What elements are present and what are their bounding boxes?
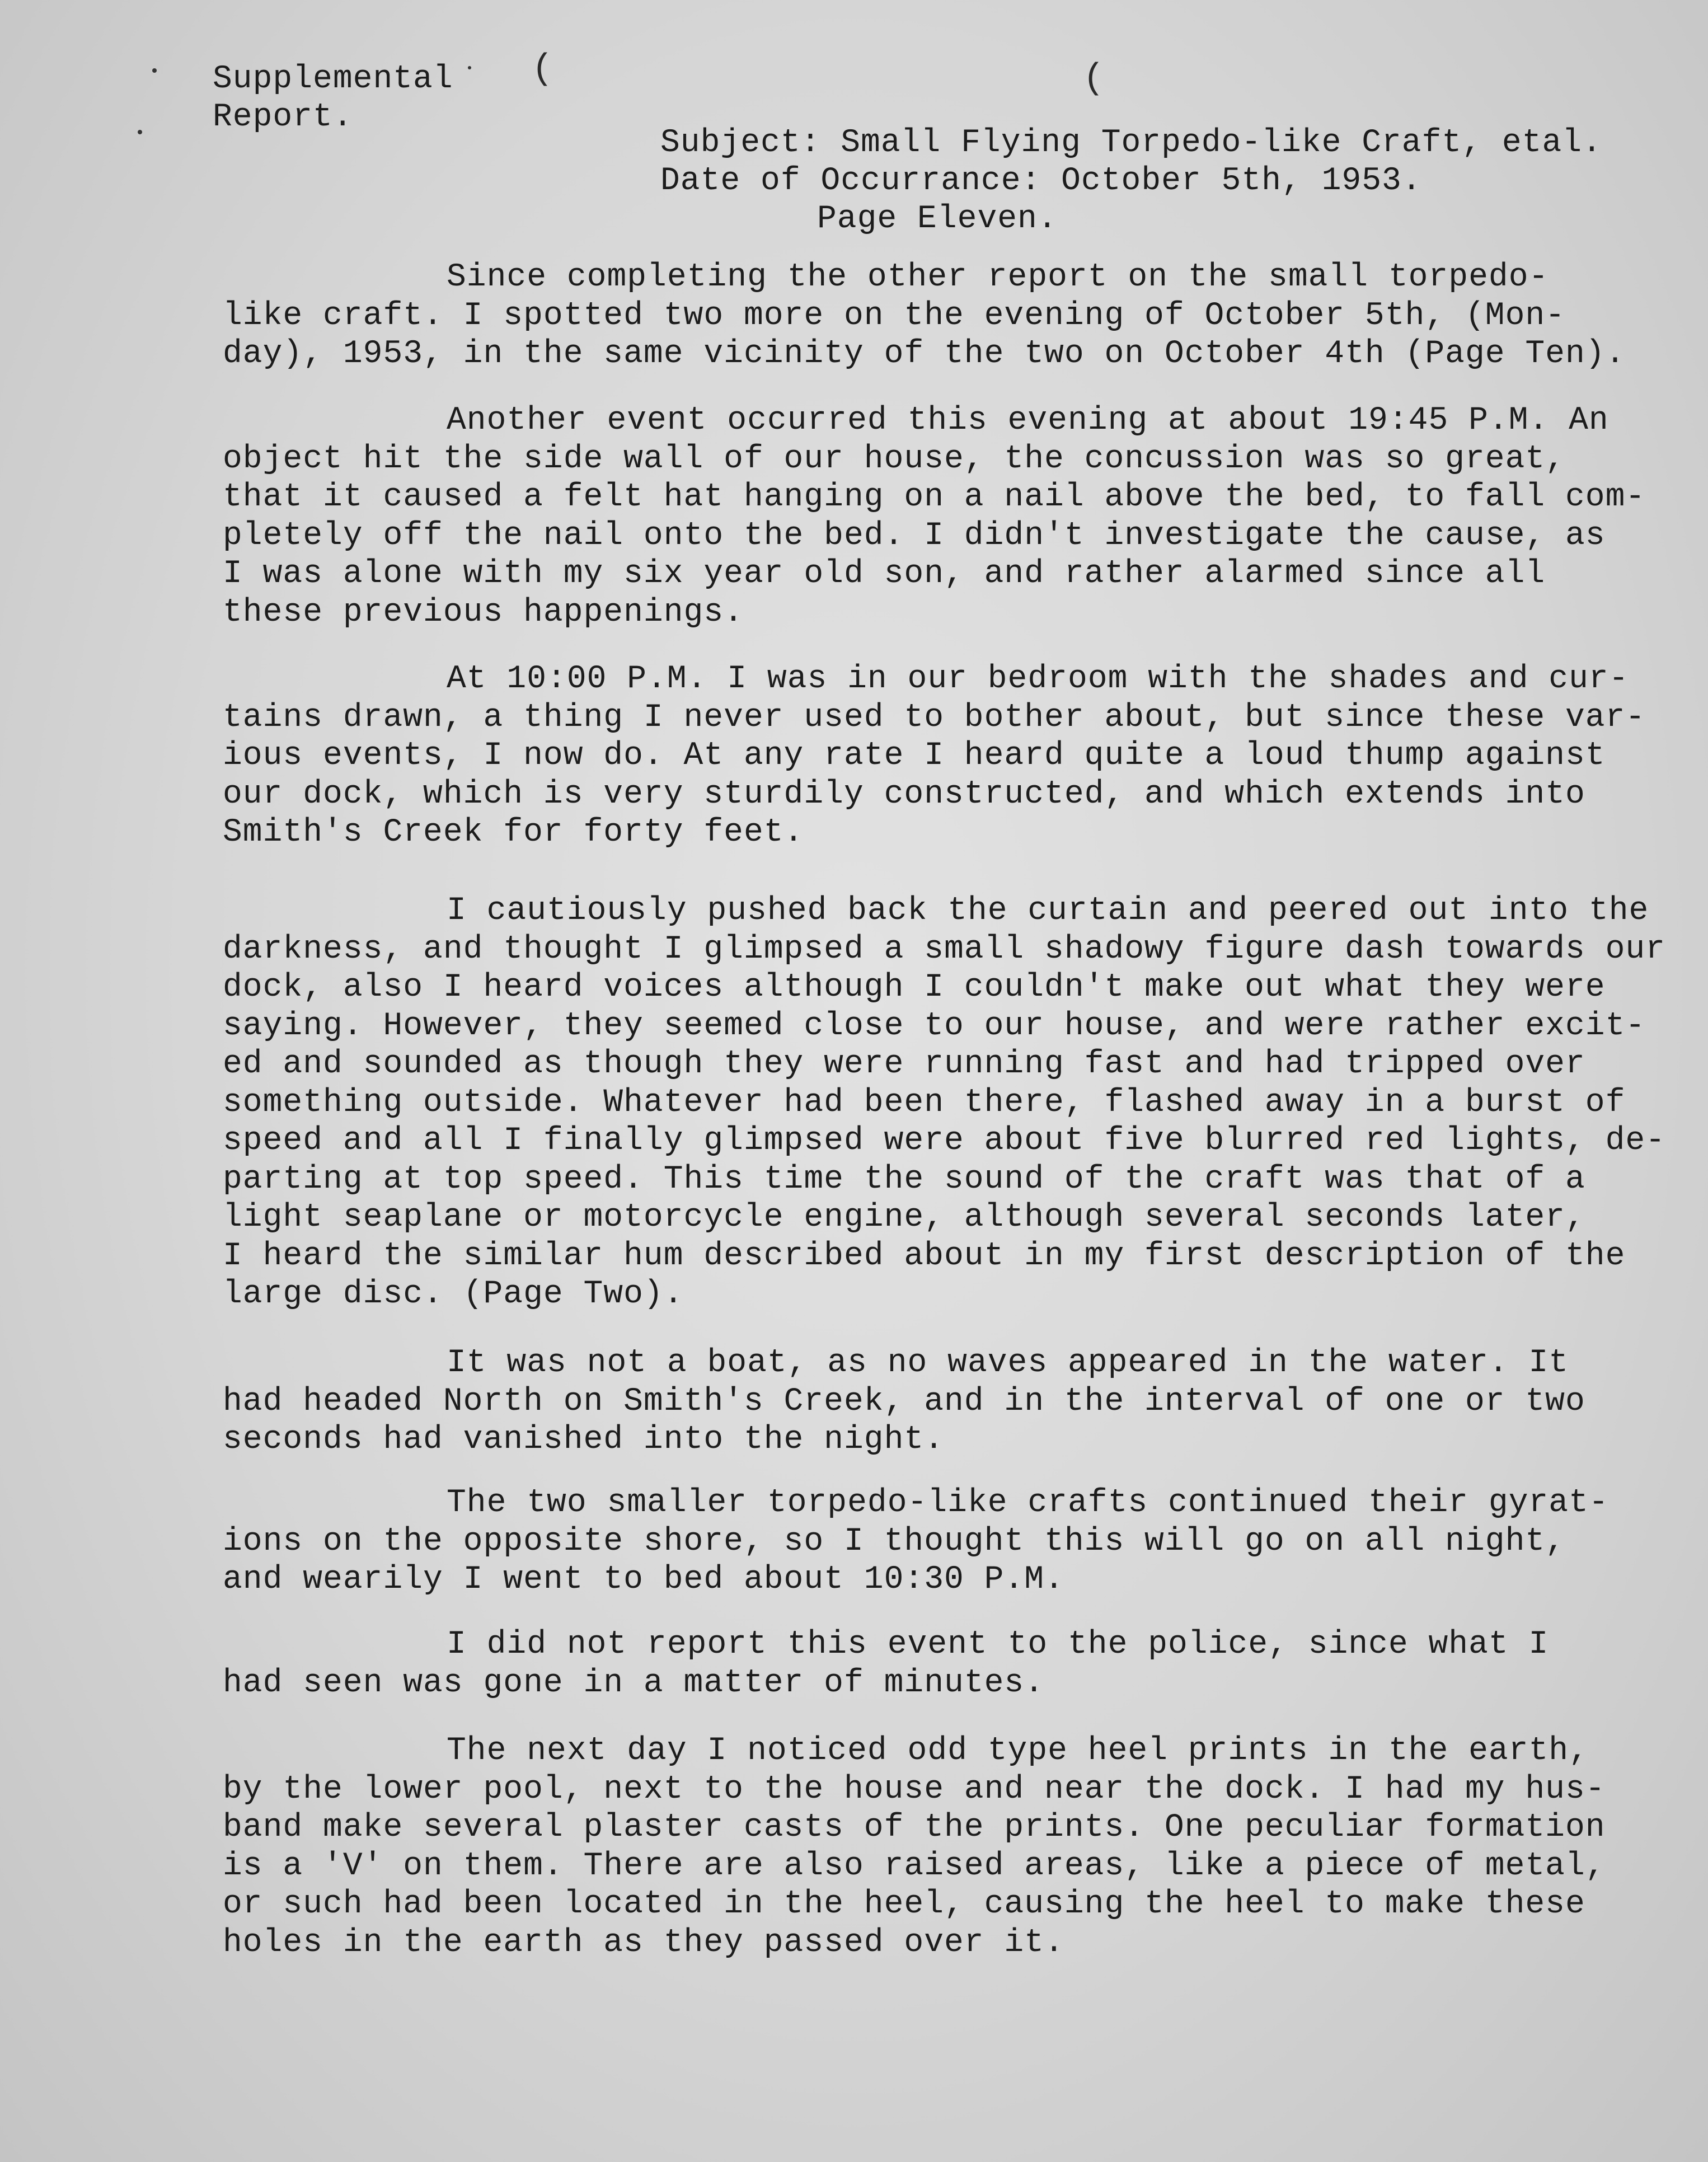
paragraph-line: something outside. Whatever had been there, flashed away in a burst of xyxy=(223,1084,1626,1121)
paragraph-line: and wearily I went to bed about 10:30 P.M. xyxy=(223,1561,1064,1598)
ink-speck xyxy=(152,68,157,73)
paragraph xyxy=(223,660,1645,852)
ink-speck xyxy=(468,66,471,69)
paragraph-line: The two smaller torpedo-like crafts continued their gyrat- xyxy=(447,1485,1609,1521)
report-type-line: Report. xyxy=(213,99,353,135)
paragraph-line: speed and all I finally glimpsed were about five blurred red lights, de- xyxy=(223,1123,1666,1159)
paragraph-line: ious events, I now do. At any rate I heard quite a loud thump against xyxy=(223,738,1606,774)
bracket-mark: ( xyxy=(532,49,553,90)
subject-line: Subject: Small Flying Torpedo-like Craft, etal. xyxy=(660,125,1602,161)
subject-block xyxy=(660,124,1602,238)
paragraph xyxy=(223,1344,1585,1460)
paragraph-line: is a 'V' on them. There are also raised areas, like a piece of metal, xyxy=(223,1847,1606,1884)
paragraph-line: tains drawn, a thing I never used to bother about, but since these var- xyxy=(223,699,1646,736)
paragraph-line: object hit the side wall of our house, the concussion was so great, xyxy=(223,440,1565,477)
paragraph-line: I was alone with my six year old son, and rather alarmed since all xyxy=(223,556,1546,592)
paragraph-line: The next day I noticed odd type heel prints in the earth, xyxy=(447,1733,1589,1769)
paragraph-line: band make several plaster casts of the prints. One peculiar formation xyxy=(223,1809,1606,1846)
paragraph-line: by the lower pool, next to the house and near the dock. I had my hus- xyxy=(223,1771,1606,1808)
report-type-line: Supplemental xyxy=(213,61,453,97)
paragraph-line: large disc. (Page Two). xyxy=(223,1276,684,1312)
ink-speck xyxy=(138,130,142,134)
paragraph xyxy=(223,1732,1606,1962)
paragraph-line: At 10:00 P.M. I was in our bedroom with the shades and cur- xyxy=(447,661,1629,697)
paragraph xyxy=(223,892,1665,1314)
paragraph-line: seconds had vanished into the night. xyxy=(223,1422,945,1458)
paragraph-line: our dock, which is very sturdily constructed, and which extends into xyxy=(223,776,1585,813)
paragraph xyxy=(223,1626,1549,1703)
paragraph-line: ions on the opposite shore, so I thought this will go on all night, xyxy=(223,1523,1565,1560)
paragraph-line: ed and sounded as though they were running fast and had tripped over xyxy=(223,1046,1585,1082)
paragraph-line: had seen was gone in a matter of minutes. xyxy=(223,1664,1045,1701)
paragraph-line: It was not a boat, as no waves appeared in the water. It xyxy=(447,1345,1569,1381)
report-type-label xyxy=(213,60,453,137)
paragraph-line: or such had been located in the heel, causing the heel to make these xyxy=(223,1886,1585,1922)
paragraph-line: dock, also I heard voices although I couldn't make out what they were xyxy=(223,969,1606,1006)
page-number-line: Page Eleven. xyxy=(817,201,1058,237)
paragraph-line: I cautiously pushed back the curtain and peered out into the xyxy=(447,893,1649,929)
date-line: Date of Occurrance: October 5th, 1953. xyxy=(660,163,1422,199)
paragraph-line: had headed North on Smith's Creek, and in the interval of one or two xyxy=(223,1383,1585,1420)
paragraph xyxy=(223,1484,1609,1600)
paragraph xyxy=(223,402,1645,632)
paragraph-line: Smith's Creek for forty feet. xyxy=(223,814,804,851)
paragraph-line: light seaplane or motorcycle engine, although several seconds later, xyxy=(223,1199,1585,1236)
paragraph xyxy=(223,259,1625,374)
paragraph-line: these previous happenings. xyxy=(223,594,744,631)
bracket-mark: ( xyxy=(1083,59,1105,99)
paragraph-line: darkness, and thought I glimpsed a small shadowy figure dash towards our xyxy=(223,931,1666,968)
paragraph-line: pletely off the nail onto the bed. I didn't investigate the cause, as xyxy=(223,517,1606,554)
paragraph-line: day), 1953, in the same vicinity of the two on October 4th (Page Ten). xyxy=(223,336,1626,372)
paragraph-line: I did not report this event to the police, since what I xyxy=(447,1626,1549,1663)
paragraph-line: like craft. I spotted two more on the evening of October 5th, (Mon- xyxy=(223,297,1565,334)
paragraph-line: that it caused a felt hat hanging on a nail above the bed, to fall com- xyxy=(223,479,1646,515)
paragraph-line: I heard the similar hum described about in my first description of the xyxy=(223,1237,1626,1274)
paragraph-line: saying. However, they seemed close to our house, and were rather excit- xyxy=(223,1007,1646,1044)
paragraph-line: Another event occurred this evening at about 19:45 P.M. An xyxy=(447,402,1609,439)
paragraph-line: holes in the earth as they passed over it. xyxy=(223,1924,1064,1961)
paragraph-line: Since completing the other report on the small torpedo- xyxy=(447,259,1549,296)
paragraph-line: parting at top speed. This time the sound of the craft was that of a xyxy=(223,1161,1585,1198)
